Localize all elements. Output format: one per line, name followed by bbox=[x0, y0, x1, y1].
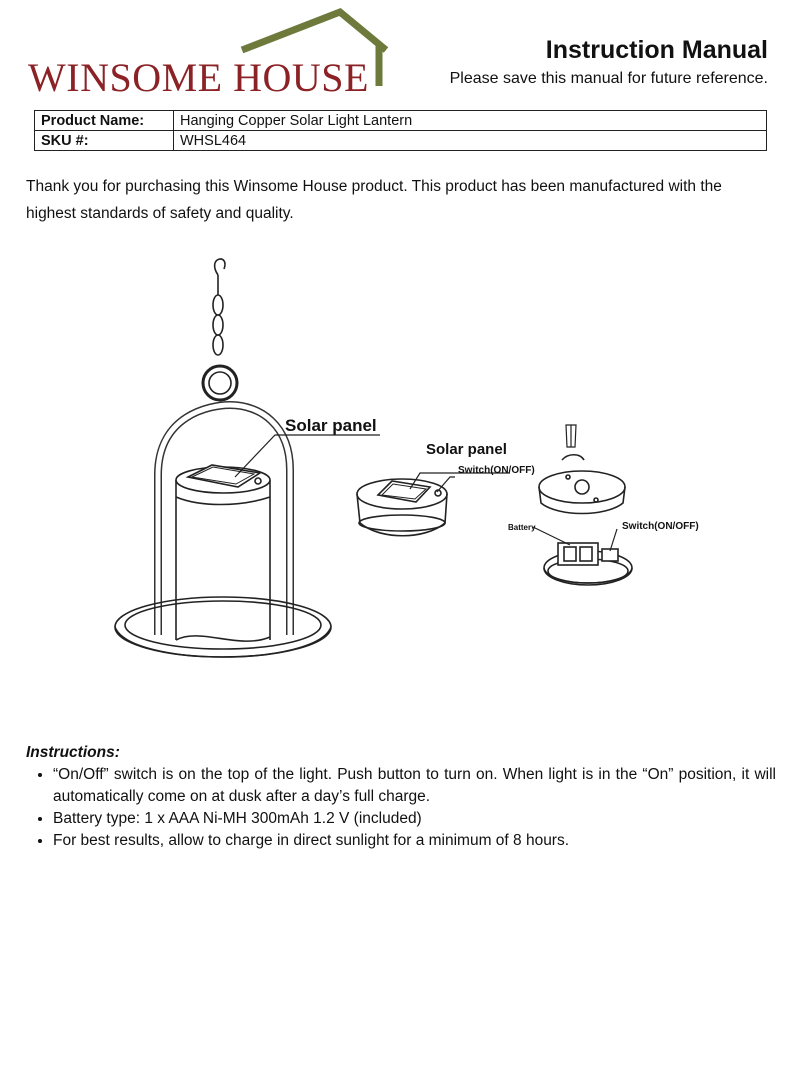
instructions-section bbox=[26, 742, 776, 852]
intro-paragraph: Thank you for purchasing this Winsome House product. This product has been manufactured with the highest standards of safety and quality. bbox=[26, 178, 722, 222]
sku-value: WHSL464 bbox=[174, 131, 767, 151]
sku-label: SKU #: bbox=[35, 131, 174, 151]
table-row bbox=[35, 131, 767, 151]
switch-label-top: Switch(ON/OFF) bbox=[458, 465, 535, 476]
page-title: Instruction Manual bbox=[545, 36, 768, 64]
list-item: • Battery type: 1 x AAA Ni-MH 300mAh 1.2 V (included) bbox=[53, 808, 776, 830]
product-info-table bbox=[34, 110, 767, 151]
list-item: • For best results, allow to charge in direct sunlight for a minimum of 8 hours. bbox=[53, 830, 776, 852]
list-item: • “On/Off” switch is on the top of the light. Push button to turn on. When light is in the “On” position, it will automatically come on at dusk after a day’s full charge. bbox=[53, 764, 776, 808]
product-diagram bbox=[90, 255, 730, 705]
brand-name: WINSOME HOUSE bbox=[28, 55, 369, 100]
screwdriver-icon bbox=[566, 425, 576, 447]
instructions-list bbox=[26, 764, 776, 852]
page-subtitle: Please save this manual for future reference. bbox=[449, 70, 768, 87]
brand-logo bbox=[22, 6, 402, 100]
solar-panel-label: Solar panel bbox=[285, 416, 377, 435]
hook-icon bbox=[215, 259, 225, 275]
product-name-value: Hanging Copper Solar Light Lantern bbox=[174, 111, 767, 131]
battery-label: Battery bbox=[508, 523, 536, 532]
lantern-illustration bbox=[90, 255, 730, 705]
instructions-heading: Instructions: bbox=[26, 744, 120, 761]
table-row bbox=[35, 111, 767, 131]
product-name-label: Product Name: bbox=[35, 111, 174, 131]
solar-panel-label-small: Solar panel bbox=[426, 441, 507, 458]
switch-label-base: Switch(ON/OFF) bbox=[622, 521, 699, 532]
